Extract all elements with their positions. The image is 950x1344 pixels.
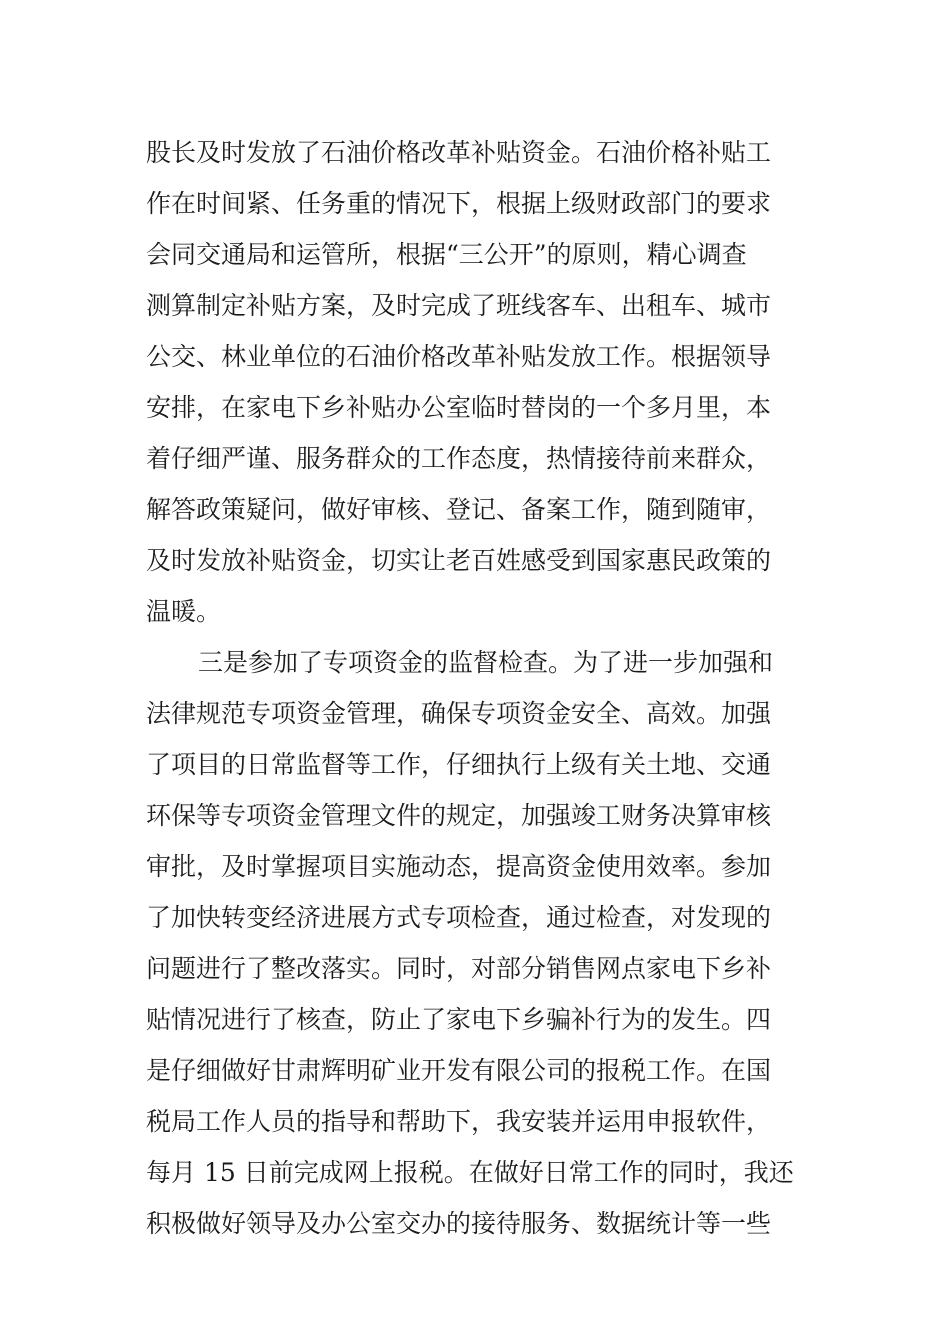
paragraph-start-line: 三是参加了专项资金的监督检查。为了进一步加强和 [198, 648, 774, 677]
text-line: 法律规范专项资金管理，确保专项资金安全、高效。加强 [146, 699, 772, 728]
text-line: 审批，及时掌握项目实施动态，提高资金使用效率。参加 [146, 852, 772, 881]
text-line: 着仔细严谨、服务群众的工作态度，热情接待前来群众， [146, 444, 772, 473]
text-line: 了项目的日常监督等工作，仔细执行上级有关土地、交通 [146, 750, 772, 779]
text-line: 温暖。 [146, 597, 222, 626]
text-line: 测算制定补贴方案，及时完成了班线客车、出租车、城市 [146, 291, 772, 320]
text-line: 积极做好领导及办公室交办的接待服务、数据统计等一些 [146, 1209, 772, 1238]
text-line: 作在时间紧、任务重的情况下，根据上级财政部门的要求 [146, 189, 772, 218]
text-line: 了加快转变经济进展方式专项检查，通过检查，对发现的 [146, 903, 772, 932]
text-line: 环保等专项资金管理文件的规定，加强竣工财务决算审核 [146, 801, 772, 830]
text-line: 税局工作人员的指导和帮助下，我安装并运用申报软件， [146, 1107, 772, 1136]
body-text [146, 127, 816, 1249]
text-line: 每月 15 日前完成网上报税。在做好日常工作的同时，我还 [146, 1158, 794, 1187]
text-line: 贴情况进行了核查，防止了家电下乡骗补行为的发生。四 [146, 1005, 772, 1034]
text-line: 公交、林业单位的石油价格改革补贴发放工作。根据领导 [146, 342, 772, 371]
text-line: 股长及时发放了石油价格改革补贴资金。石油价格补贴工 [146, 138, 772, 167]
text-line: 安排，在家电下乡补贴办公室临时替岗的一个多月里，本 [146, 393, 772, 422]
text-line: 解答政策疑问，做好审核、登记、备案工作，随到随审， [146, 495, 772, 524]
text-line: 问题进行了整改落实。同时，对部分销售网点家电下乡补 [146, 954, 772, 983]
text-line: 及时发放补贴资金，切实让老百姓感受到国家惠民政策的 [146, 546, 772, 575]
text-line: 会同交通局和运管所，根据“三公开”的原则，精心调查 [146, 240, 747, 269]
text-line: 是仔细做好甘肃辉明矿业开发有限公司的报税工作。在国 [146, 1056, 772, 1085]
